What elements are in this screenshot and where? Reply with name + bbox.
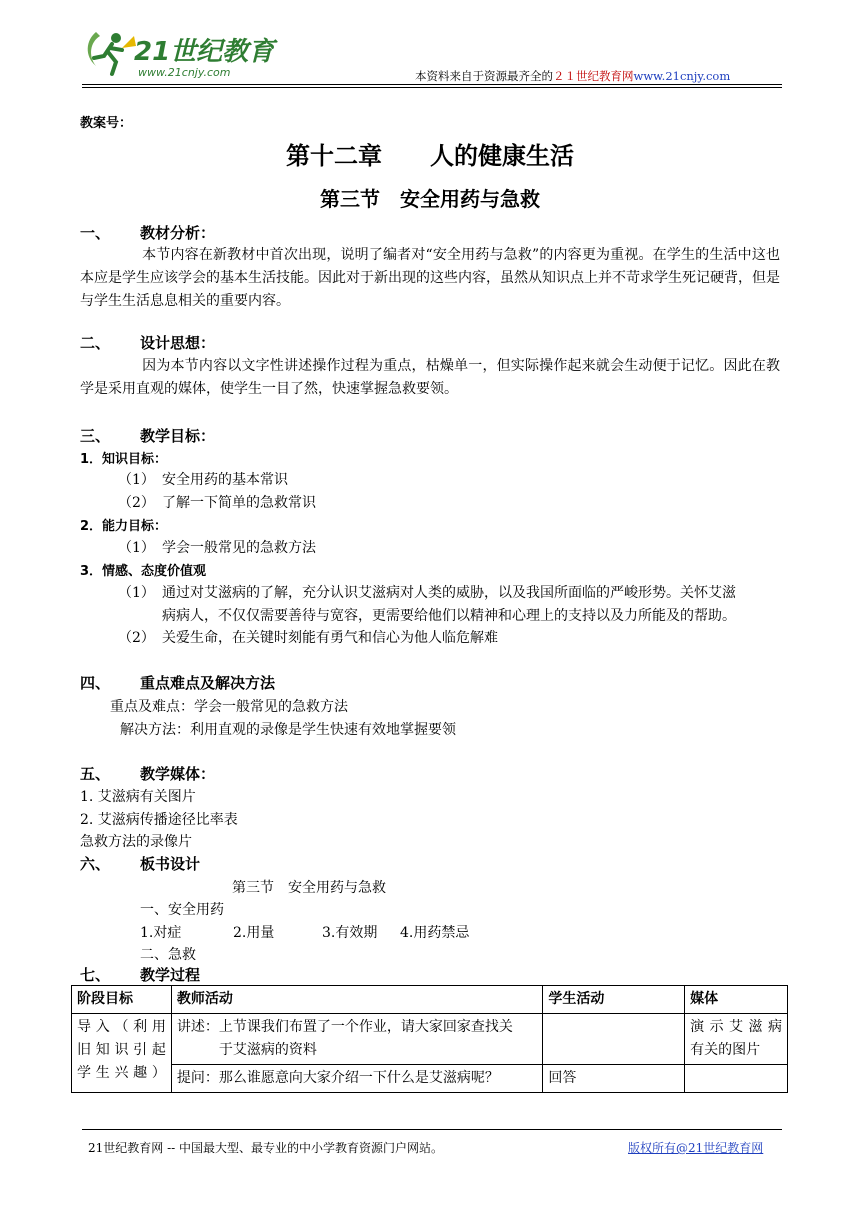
media-1-line-1: 演示艾滋病 bbox=[690, 1019, 782, 1035]
emotion-goal-title: 3．情感、态度价值观 bbox=[80, 564, 207, 579]
knowledge-goal-1-number: （1） bbox=[118, 472, 155, 488]
section-7-number: 七、 bbox=[80, 966, 111, 984]
section-2-body: 因为本节内容以文字性讲述操作过程为重点，枯燥单一，但实际操作起来就会生动便于记忆。因此在教学是采用直观的媒体，使学生一目了然，快速掌握急救要领。 bbox=[80, 358, 780, 397]
header-divider bbox=[82, 84, 782, 85]
teacher-activity-1-line-2: 于艾滋病的资料 bbox=[218, 1042, 317, 1058]
knowledge-goal-title: 1．知识目标： bbox=[80, 452, 168, 467]
board-item-2: 2.用量 bbox=[233, 925, 275, 941]
solution-method: 解决方法：利用直观的录像是学生快速有效地掌握要领 bbox=[120, 722, 456, 738]
section-1-title: 教材分析： bbox=[140, 224, 216, 242]
teacher-activity-cell bbox=[171, 1014, 542, 1065]
student-activity-cell bbox=[543, 1014, 685, 1065]
header-note-brand[interactable]: ２１世纪教育网 bbox=[553, 69, 634, 83]
header-stage-goal: 阶段目标 bbox=[72, 986, 172, 1014]
section-title: 第三节 安全用药与急救 bbox=[320, 187, 540, 211]
section-2-title: 设计思想： bbox=[140, 334, 216, 352]
teacher-activity-1-line-1: 讲述：上节课我们布置了一个作业，请大家回家查找关 bbox=[176, 1019, 513, 1035]
teaching-process-table bbox=[71, 985, 788, 1093]
table-row bbox=[72, 1065, 788, 1093]
table-header-row bbox=[72, 986, 788, 1014]
header-media: 媒体 bbox=[685, 986, 788, 1014]
media-cell bbox=[685, 1014, 788, 1065]
site-logo bbox=[82, 26, 282, 84]
knowledge-goal-1: 安全用药的基本常识 bbox=[162, 472, 288, 488]
board-heading-2: 二、急救 bbox=[140, 947, 196, 963]
media-1-line-2: 有关的图片 bbox=[690, 1042, 761, 1058]
teacher-activity-cell: 提问：那么谁愿意向大家介绍一下什么是艾滋病呢？ bbox=[171, 1065, 542, 1093]
ability-goal-1-number: （1） bbox=[118, 540, 155, 556]
logo-url: www.21cnjy.com bbox=[138, 66, 231, 79]
student-activity-cell: 回答 bbox=[543, 1065, 685, 1093]
media-item-3: 急救方法的录像片 bbox=[80, 834, 192, 850]
header-note-url[interactable]: www.21cnjy.com bbox=[633, 69, 731, 83]
emotion-goal-2-number: （2） bbox=[118, 630, 155, 646]
media-item-2: 2. 艾滋病传播途径比率表 bbox=[80, 812, 238, 828]
footer-divider bbox=[82, 1129, 782, 1130]
emotion-goal-1-line-2: 病病人，不仅仅需要善待与宽容，更需要给他们以精神和心理上的支持以及力所能及的帮助。 bbox=[162, 608, 736, 624]
section-5-title: 教学媒体： bbox=[140, 765, 216, 783]
board-item-1: 1.对症 bbox=[140, 925, 182, 941]
header-student-activity: 学生活动 bbox=[543, 986, 685, 1014]
emotion-goal-1-line-1: 通过对艾滋病的了解，充分认识艾滋病对人类的威胁，以及我国所面临的严峻形势。关怀艾滋 bbox=[162, 585, 736, 601]
section-6-title: 板书设计 bbox=[140, 855, 201, 873]
plan-number: 教案号： bbox=[80, 116, 133, 131]
key-difficulty: 重点及难点：学会一般常见的急救方法 bbox=[110, 699, 348, 715]
section-2-text bbox=[80, 355, 780, 401]
logo-text: 21世纪教育 bbox=[134, 37, 275, 67]
stage-goal-line-2: 旧知识引起 bbox=[77, 1042, 166, 1058]
emotion-goal-1-number: （1） bbox=[118, 585, 155, 601]
section-6-number: 六、 bbox=[80, 855, 111, 873]
header-note-prefix: 本资料来自于资源最齐全的 bbox=[415, 69, 553, 83]
board-item-3: 3.有效期 bbox=[322, 925, 378, 941]
media-item-1: 1. 艾滋病有关图片 bbox=[80, 789, 196, 805]
emotion-goal-2: 关爱生命，在关键时刻能有勇气和信心为他人临危解难 bbox=[162, 630, 498, 646]
section-3-number: 三、 bbox=[80, 427, 111, 445]
copyright-link[interactable]: 版权所有@21世纪教育网 bbox=[628, 1141, 764, 1155]
section-5-number: 五、 bbox=[80, 765, 111, 783]
footer-text: 21世纪教育网 -- 中国最大型、最专业的中小学教育资源门户网站。 bbox=[88, 1141, 444, 1155]
ability-goal-1: 学会一般常见的急救方法 bbox=[162, 540, 316, 556]
section-4-title: 重点难点及解决方法 bbox=[140, 674, 276, 692]
stage-goal-line-1: 导入（利用 bbox=[77, 1019, 166, 1035]
knowledge-goal-2-number: （2） bbox=[118, 495, 155, 511]
board-item-4: 4.用药禁忌 bbox=[400, 925, 470, 941]
board-heading-1: 一、安全用药 bbox=[140, 902, 224, 918]
header-note bbox=[415, 68, 730, 84]
board-title: 第三节 安全用药与急救 bbox=[232, 880, 386, 896]
runner-logo-icon bbox=[82, 26, 282, 84]
chapter-title: 第十二章 人的健康生活 bbox=[286, 141, 574, 170]
table-row bbox=[72, 1014, 788, 1065]
header-divider-thin bbox=[82, 87, 782, 88]
section-1-text bbox=[80, 244, 780, 313]
section-3-title: 教学目标： bbox=[140, 427, 216, 445]
header-teacher-activity: 教师活动 bbox=[171, 986, 542, 1014]
section-7-title: 教学过程 bbox=[140, 966, 201, 984]
section-4-number: 四、 bbox=[80, 674, 111, 692]
section-2-number: 二、 bbox=[80, 334, 111, 352]
ability-goal-title: 2．能力目标： bbox=[80, 519, 168, 534]
section-1-number: 一、 bbox=[80, 224, 111, 242]
media-cell bbox=[685, 1065, 788, 1093]
knowledge-goal-2: 了解一下简单的急救常识 bbox=[162, 495, 316, 511]
stage-goal-line-3: 学生兴趣） bbox=[77, 1065, 166, 1081]
stage-goal-cell bbox=[72, 1014, 172, 1093]
section-1-body: 本节内容在新教材中首次出现，说明了编者对“安全用药与急救”的内容更为重视。在学生的生活中这也本应是学生应该学会的基本生活技能。因此对于新出现的这些内容，虽然从知识点上并不苛求学生死记硬背，但是与学生生活息息相关的重要内容。 bbox=[80, 247, 780, 309]
